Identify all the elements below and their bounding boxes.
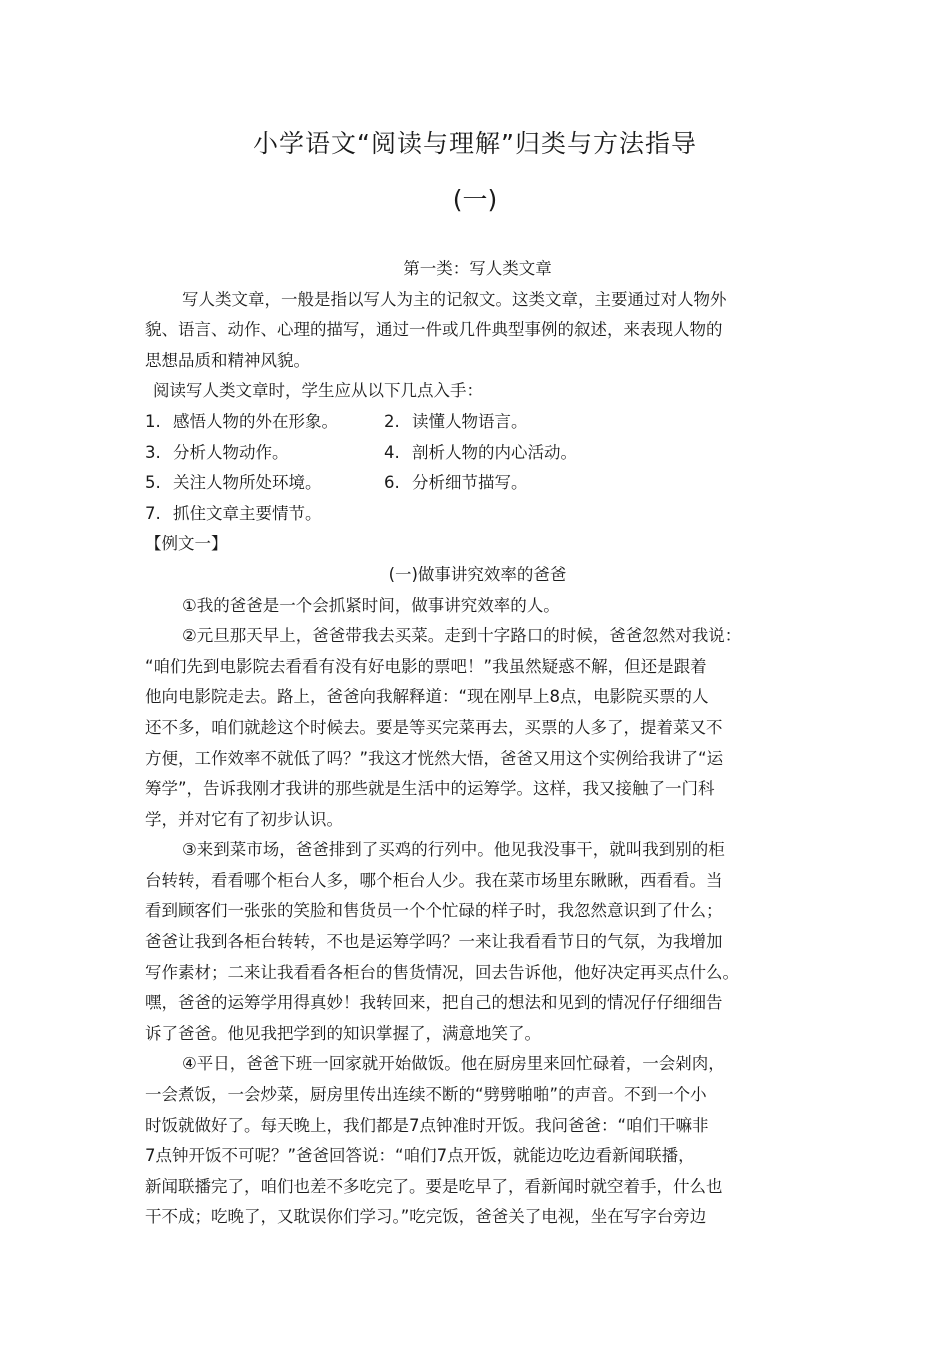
point-item [145, 438, 384, 469]
points-row [145, 438, 810, 469]
intro-line: 貌、语言、动作、心理的描写，通过一件或几件典型事例的叙述，来表现人物的 [145, 320, 723, 340]
paragraph-1: ①我的爸爸是一个会抓紧时间，做事讲究效率的人。 [182, 595, 560, 615]
paragraph-2-line: 筹学”，告诉我刚才我讲的那些就是生活中的运筹学。这样，我又接触了一门科 [145, 779, 715, 799]
point-number: 2. [384, 411, 400, 431]
point-number: 7. [145, 503, 161, 523]
paragraph-4-line: 7点钟开饭不可呢？”爸爸回答说：“咱们7点开饭，就能边吃边看新闻联播， [145, 1146, 695, 1166]
point-item [145, 468, 384, 499]
paragraph-3-line: 嘿，爸爸的运筹学用得真妙！我转回来，把自己的想法和见到的情况仔仔细细告 [145, 993, 723, 1013]
paragraph-2-line: ②元旦那天早上，爸爸带我去买菜。走到十字路口的时候，爸爸忽然对我说： [182, 626, 742, 646]
point-item [384, 438, 623, 469]
points-row [145, 468, 810, 499]
paragraph-3-line: 诉了爸爸。他见我把学到的知识掌握了，满意地笑了。 [145, 1023, 541, 1043]
point-item [384, 407, 623, 438]
point-text: 读懂人物语言。 [412, 411, 528, 431]
paragraph-2-line: “咱们先到电影院去看看有没有好电影的票吧！”我虽然疑惑不解，但还是跟着 [145, 656, 707, 676]
paragraph-3-line: ③来到菜市场，爸爸排到了买鸡的行列中。他见我没事干，就叫我到别的柜 [182, 840, 725, 860]
section-heading: 第一类：写人类文章 [403, 259, 552, 278]
point-text: 剖析人物的内心活动。 [412, 442, 577, 462]
paragraph-3-line: 写作素材；二来让我看看各柜台的售货情况，回去告诉他，他好决定再买点什么。 [145, 962, 739, 982]
paragraph-3-line: 台转转，看看哪个柜台人多，哪个柜台人少。我在菜市场里东瞅瞅，西看看。当 [145, 870, 723, 890]
point-item [384, 468, 623, 499]
document-title: 小学语文“阅读与理解”归类与方法指导 [253, 129, 697, 158]
reading-lead: 阅读写人类文章时，学生应从以下几点入手： [153, 381, 483, 401]
document-body [145, 254, 810, 1233]
paragraph-2-line: 他向电影院走去。路上，爸爸向我解释道：“现在刚早上8点，电影院买票的人 [145, 687, 709, 707]
paragraph-4-line: 一会煮饭，一会炒菜，厨房里传出连续不断的“劈劈啪啪”的声音。不到一个小 [145, 1085, 707, 1105]
essay-title: (一)做事讲究效率的爸爸 [388, 564, 567, 584]
paragraph-3-line: 看到顾客们一张张的笑脸和售货员一个个忙碌的样子时，我忽然意识到了什么； [145, 901, 723, 921]
point-number: 4. [384, 442, 400, 462]
paragraph-4-line: 干不成；吃晚了，又耽误你们学习。”吃完饭，爸爸关了电视，坐在写字台旁边 [145, 1207, 707, 1227]
paragraph-2-line: 方便，工作效率不就低了吗？”我这才恍然大悟，爸爸又用这个实例给我讲了“运 [145, 748, 724, 768]
point-text: 分析人物动作。 [173, 442, 289, 462]
paragraph-4-line: ④平日，爸爸下班一回家就开始做饭。他在厨房里来回忙碌着，一会剁肉， [182, 1054, 725, 1074]
point-text: 感悟人物的外在形象。 [173, 411, 338, 431]
paragraph-4-line: 时饭就做好了。每天晚上，我们都是7点钟准时开饭。我问爸爸：“咱们干嘛非 [145, 1115, 709, 1135]
points-row [145, 407, 810, 438]
point-number: 6. [384, 473, 400, 493]
paragraph-2-line: 还不多，咱们就趁这个时候去。要是等买完菜再去，买票的人多了，提着菜又不 [145, 717, 723, 737]
point-number: 5. [145, 473, 161, 493]
point-text: 关注人物所处环境。 [173, 473, 322, 493]
intro-line: 思想品质和精神风貌。 [145, 350, 310, 370]
intro-line: 写人类文章，一般是指以写人为主的记叙文。这类文章，主要通过对人物外 [182, 289, 727, 309]
points-row [145, 499, 810, 530]
paragraph-4-line: 新闻联播完了，咱们也差不多吃完了。要是吃早了，看新闻时就空着手，什么也 [145, 1176, 723, 1196]
point-text: 分析细节描写。 [412, 473, 528, 493]
point-item [145, 499, 384, 530]
point-text: 抓住文章主要情节。 [173, 503, 322, 523]
paragraph-3-line: 爸爸让我到各柜台转转，不也是运筹学吗？一来让我看看节日的气氛，为我增加 [145, 932, 723, 952]
document-subtitle: (一) [452, 185, 498, 214]
example-label: 【例文一】 [145, 534, 228, 554]
paragraph-2-line: 学，并对它有了初步认识。 [145, 809, 343, 829]
point-number: 3. [145, 442, 161, 462]
point-number: 1. [145, 411, 161, 431]
point-item [145, 407, 384, 438]
